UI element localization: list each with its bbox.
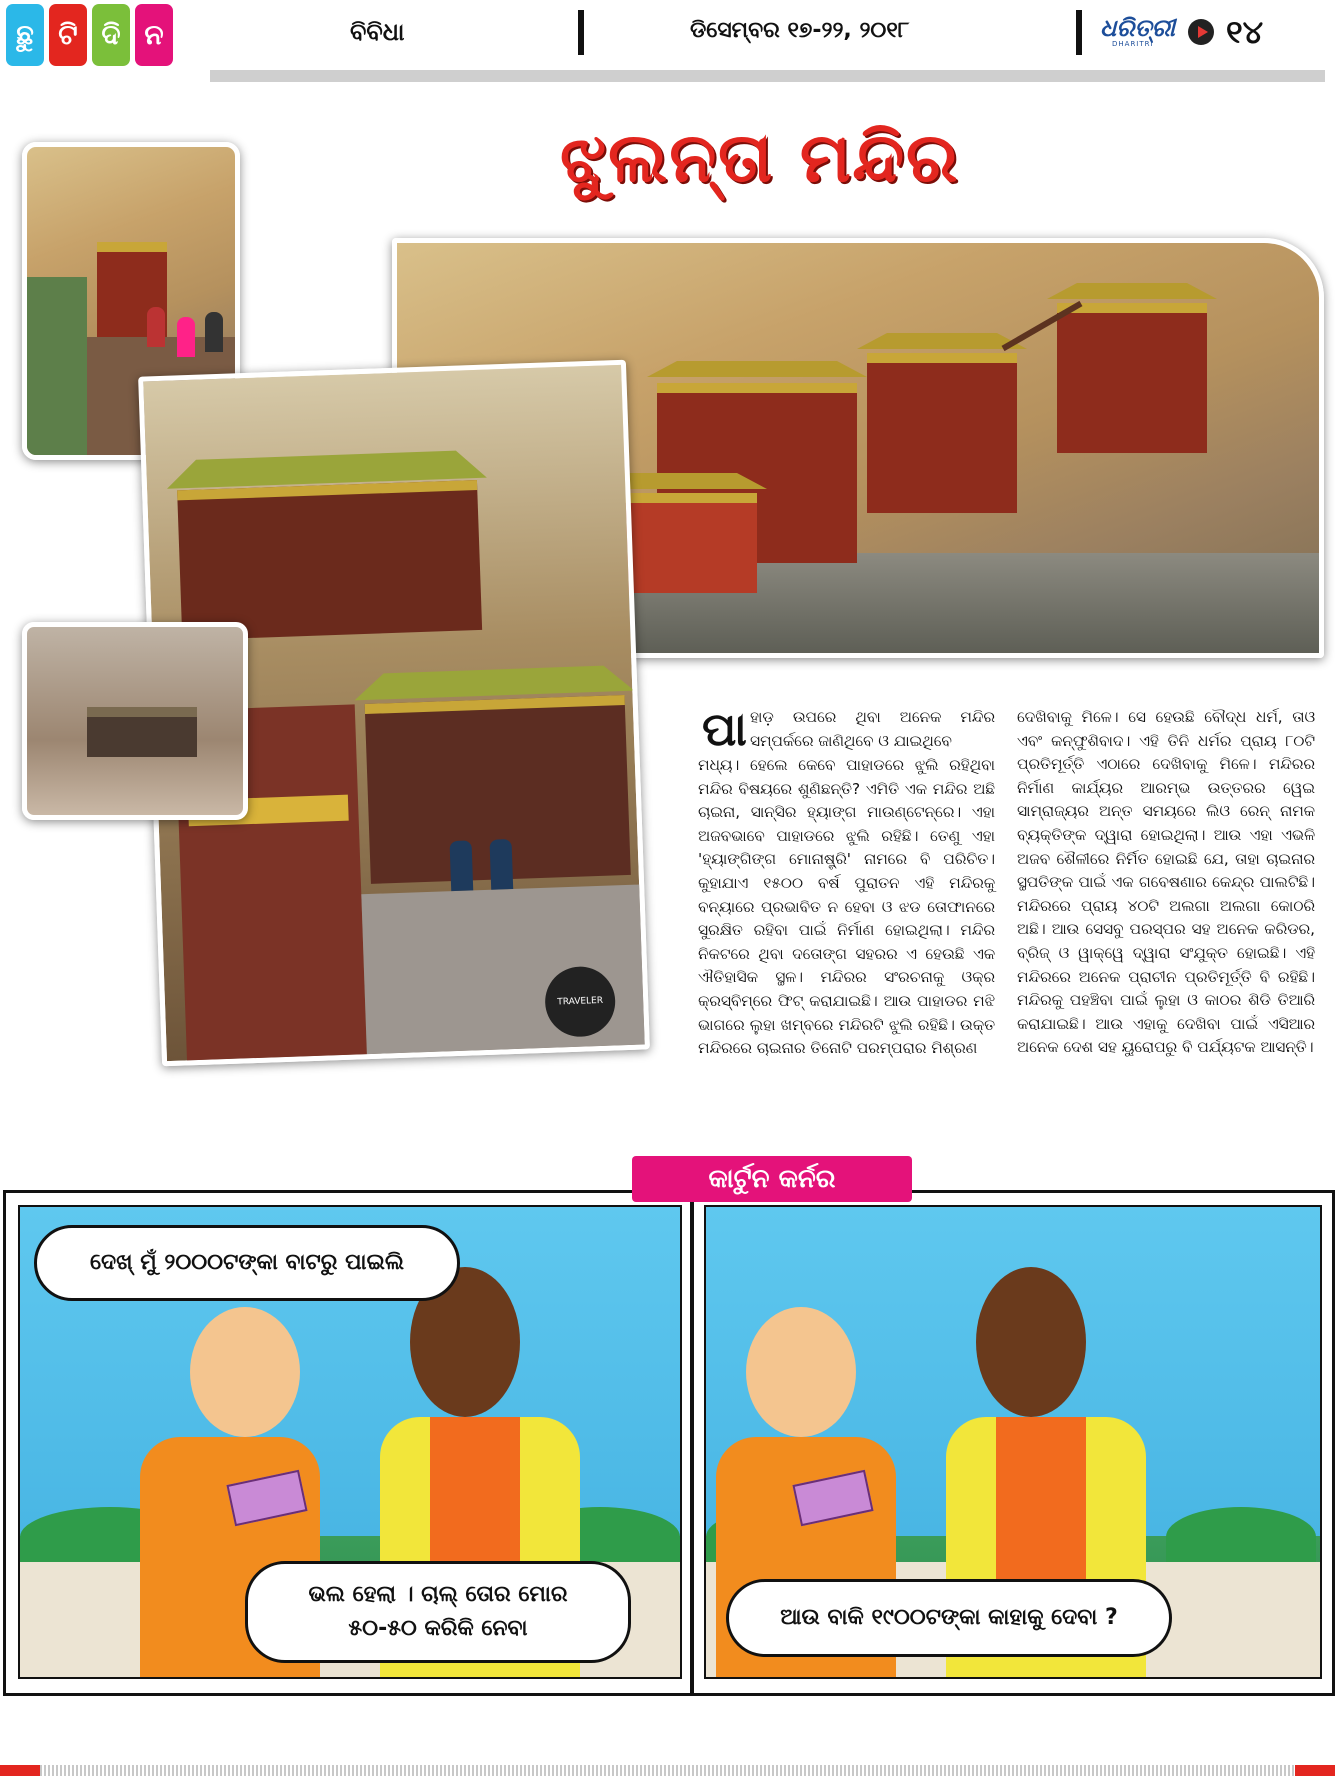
speech-bubble-2 xyxy=(245,1561,631,1663)
footer-rule xyxy=(40,1765,1295,1776)
cartoon-panel-1 xyxy=(18,1205,682,1679)
speech-line: ୫୦-୫୦ କରିକି ନେବା xyxy=(348,1616,528,1641)
footer-accent xyxy=(0,1765,40,1776)
speech-line: ଭଲ ହେଲା । ଚାଲ୍ ତୋର ମୋର xyxy=(308,1582,568,1607)
logo-letter: ଦି xyxy=(92,4,130,66)
cartoon-frame xyxy=(3,1190,1335,1696)
logo-letter: ଟି xyxy=(49,4,87,66)
drop-cap: ପା xyxy=(702,702,747,756)
masthead-logo xyxy=(6,4,173,66)
speech-bubble-3: ଆଉ ବାକି ୧୯୦୦ଟଙ୍କା କାହାକୁ ଦେବା ? xyxy=(726,1579,1172,1657)
page-number: ୧୪ xyxy=(1226,13,1264,51)
article-column-1-lead: ହାଡ଼ ଉପରେ ଥିବା ଅନେକ ମନ୍ଦିର ସମ୍ପର୍କରେ ଜାଣିଥିବେ ଓ ଯାଇଥିବେ xyxy=(750,708,995,750)
panel-divider xyxy=(690,1193,694,1693)
cartoon-panel-2 xyxy=(704,1205,1322,1679)
header-rule xyxy=(210,70,1325,82)
logo-letter: ଛୁ xyxy=(6,4,44,66)
footer-accent xyxy=(1295,1765,1335,1776)
photo-temple-distant xyxy=(22,622,248,820)
brand-subtitle: DHARITRI xyxy=(1112,40,1154,48)
play-icon xyxy=(1188,19,1214,45)
cartoon-corner-banner: କାର୍ଟୁନ କର୍ନର xyxy=(632,1156,912,1202)
issue-date: ଡିସେମ୍ବର ୧୭-୨୨, ୨୦୧୮ xyxy=(690,18,910,43)
article-title: ଝୁଲନ୍ତା ମନ୍ଦିର xyxy=(560,118,960,198)
section-name: ବିବିଧା xyxy=(350,18,405,46)
article-column-1: ମଧ୍ୟ। ହେଲେ କେବେ ପାହାଡରେ ଝୁଲି ରହିଥିବା ମନ୍ଦିର ବିଷୟରେ ଶୁଣିଛନ୍ତି? ଏମିତି ଏକ ମନ୍ଦିର ଅଛି ଚାଇନା, ସାନ୍ସିର ହ୍ୟାଙ୍ଗ ମାଉଣ୍ଟେନ୍‌ରେ। ଏହା ଅଜବଭାବେ ପାହାଡରେ ଝୁଲି ରହିଛି। ତେଣୁ ଏହା 'ହ୍ୟାଙ୍ଗିଙ୍ଗ ମୋନାଷ୍ଟ୍ରି' ନାମରେ ବି ପରିଚିତ। କୁହାଯାଏ ୧୫୦୦ ବର୍ଷ ପୁରାତନ ଏହି ମନ୍ଦିରକୁ ବନ୍ୟାରେ ପ୍ରଭାବିତ ନ ହେବା ଓ ଝଡ ତୋଫାନରେ ସୁରକ୍ଷିତ ରହିବା ପାଇଁ ନିର୍ମାଣ ହୋଇଥିଲା। ମନ୍ଦିର ନିକଟରେ ଥିବା ଦତୋଙ୍ଗ ସହରର ଏ ହେଉଛି ଏକ ଐତିହାସିକ ସ୍ଥଳ। ମନ୍ଦିରର ସଂରଚନାକୁ ଓକ୍‌ର କ୍ରସ୍‌ବିମ୍‌ରେ ଫିଟ୍ କରାଯାଇଛି। ଆଉ ପାହାଡର ମଝି ଭାଗରେ ଲୁହା ଖମ୍ବରେ ମନ୍ଦିରଟି ଝୁଲି ରହିଛି। ଉକ୍ତ ମନ୍ଦିରରେ ଚାଇନାର ତିନୋଟି ପରମ୍ପରାର ମିଶ୍ରଣ xyxy=(698,756,995,1058)
divider xyxy=(578,10,584,55)
article-column-2: ଦେଖିବାକୁ ମିଳେ। ସେ ହେଉଛି ବୌଦ୍ଧ ଧର୍ମ, ତାଓ ଏବଂ କନ୍ଫୁଶିବାଦ। ଏହି ତିନି ଧର୍ମର ପ୍ରାୟ ୮୦ଟି ପ୍ରତିମୂର୍ତ୍ତି ଏଠାରେ ଦେଖିବାକୁ ମିଳେ। ମନ୍ଦିରର ନିର୍ମାଣ କାର୍ଯ୍ୟର ଆରମ୍ଭ ଉତ୍ତରର ୱେଇ ସାମ୍ରାଜ୍ୟର ଅନ୍ତ ସମୟରେ ଲିଓ ରେନ୍ ନାମକ ବ୍ୟକ୍ତିଙ୍କ ଦ୍ୱାରା ହୋଇଥିଲା। ଆଉ ଏହା ଏଭଳି ଅଜବ ଶୈଳୀରେ ନିର୍ମିତ ହୋଇଛି ଯେ, ତାହା ଚାଇନାର ସ୍ଥପତିଙ୍କ ପାଇଁ ଏକ ଗବେଷଣାର କେନ୍ଦ୍ର ପାଲଟିଛି। ମନ୍ଦିରରେ ପ୍ରାୟ ୪୦ଟି ଅଲଗା ଅଲଗା କୋଠରି ଅଛି। ଆଉ ସେସବୁ ପରସ୍ପର ସହ ଅନେକ କରିଡର, ବ୍ରିଜ୍ ଓ ୱାକ୍‌ୱେ ଦ୍ୱାରା ସଂଯୁକ୍ତ ହୋଇଛି। ଏହି ମନ୍ଦିରରେ ଅନେକ ପ୍ରାଚୀନ ପ୍ରତିମୂର୍ତ୍ତି ବି ରହିଛି। ମନ୍ଦିରକୁ ପହଞ୍ଚିବା ପାଇଁ ଲୁହା ଓ କାଠର ଶିଡି ତିଆରି କରାଯାଇଛି। ଆଉ ଏହାକୁ ଦେଖିବା ପାଇଁ ଏସିଆର ଅନେକ ଦେଶ ସହ ୟୁରୋପରୁ ବି ପର୍ଯ୍ୟଟକ ଆସନ୍ତି। xyxy=(1017,708,1315,1057)
divider xyxy=(1076,10,1082,55)
speech-bubble-1: ଦେଖ୍ ମୁଁ ୨୦୦୦ଟଙ୍କା ବାଟରୁ ପାଇଲି xyxy=(34,1225,460,1301)
logo-letter: ନ xyxy=(135,4,173,66)
photo-watermark: TRAVELER xyxy=(544,965,616,1037)
brand-logo: ଧରିତ୍ରୀ xyxy=(1100,14,1175,42)
